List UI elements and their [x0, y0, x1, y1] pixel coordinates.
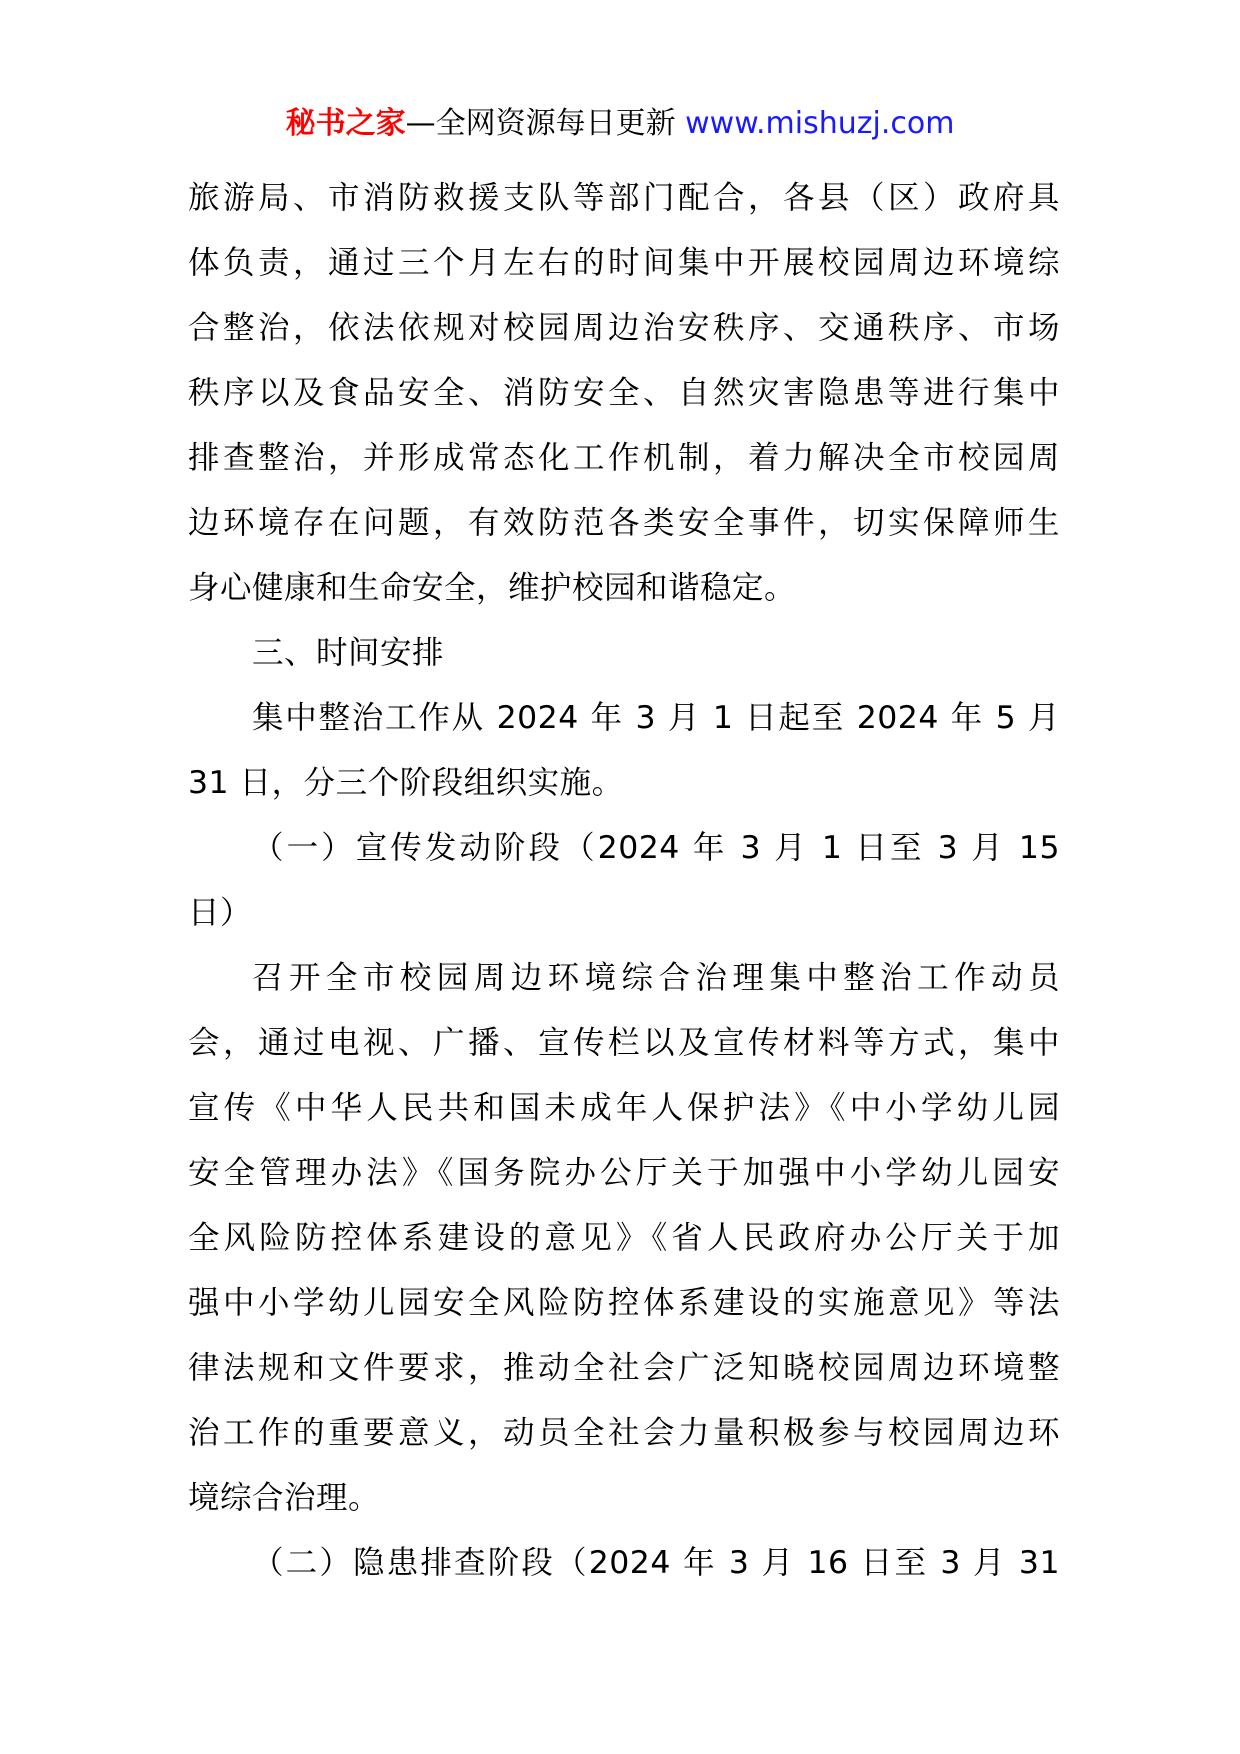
paragraph-line: 治工作的重要意义，动员全社会力量积极参与校园周边环 — [188, 1415, 1060, 1451]
paragraph-line: 强中小学幼儿园安全风险防控体系建设的实施意见》等法 — [188, 1285, 1060, 1321]
document-body — [188, 166, 1060, 1596]
subsection-heading: （二）隐患排查阶段（2024 年 3 月 16 日至 3 月 31 — [252, 1545, 1060, 1581]
paragraph-line: 集中整治工作从 2024 年 3 月 1 日起至 2024 年 5 月 — [252, 700, 1060, 736]
paragraph-line: 身心健康和生命安全，维护校园和谐稳定。 — [188, 570, 797, 606]
section-heading: 三、时间安排 — [252, 635, 445, 671]
paragraph-line: 旅游局、市消防救援支队等部门配合，各县（区）政府具 — [188, 180, 1060, 216]
paragraph-line: 日） — [188, 895, 253, 931]
subsection-heading: （一）宣传发动阶段（2024 年 3 月 1 日至 3 月 15 — [252, 830, 1060, 866]
paragraph-line: 排查整治，并形成常态化工作机制，着力解决全市校园周 — [188, 440, 1060, 476]
paragraph-line: 合整治，依法依规对校园周边治安秩序、交通秩序、市场 — [188, 310, 1060, 346]
page-header — [0, 102, 1240, 146]
paragraph-line: 律法规和文件要求，推动全社会广泛知晓校园周边环境整 — [188, 1350, 1060, 1386]
paragraph-line: 体负责，通过三个月左右的时间集中开展校园周边环境综 — [188, 245, 1060, 281]
header-brand: 秘书之家 — [285, 106, 406, 141]
paragraph-line: 秩序以及食品安全、消防安全、自然灾害隐患等进行集中 — [188, 375, 1060, 411]
header-url-link[interactable]: www.mishuzj.com — [685, 106, 955, 141]
header-tagline: —全网资源每日更新 — [405, 106, 686, 141]
paragraph-line: 边环境存在问题，有效防范各类安全事件，切实保障师生 — [188, 505, 1060, 541]
paragraph-line: 全风险防控体系建设的意见》《省人民政府办公厅关于加 — [188, 1220, 1060, 1256]
paragraph-line: 安全管理办法》《国务院办公厅关于加强中小学幼儿园安 — [188, 1155, 1060, 1191]
paragraph-line: 召开全市校园周边环境综合治理集中整治工作动员 — [252, 960, 1060, 996]
paragraph-line: 31 日，分三个阶段组织实施。 — [188, 765, 624, 801]
paragraph-line: 境综合治理。 — [188, 1480, 381, 1516]
paragraph-line: 会，通过电视、广播、宣传栏以及宣传材料等方式，集中 — [188, 1025, 1060, 1061]
paragraph-line: 宣传《中华人民共和国未成年人保护法》《中小学幼儿园 — [188, 1090, 1060, 1126]
